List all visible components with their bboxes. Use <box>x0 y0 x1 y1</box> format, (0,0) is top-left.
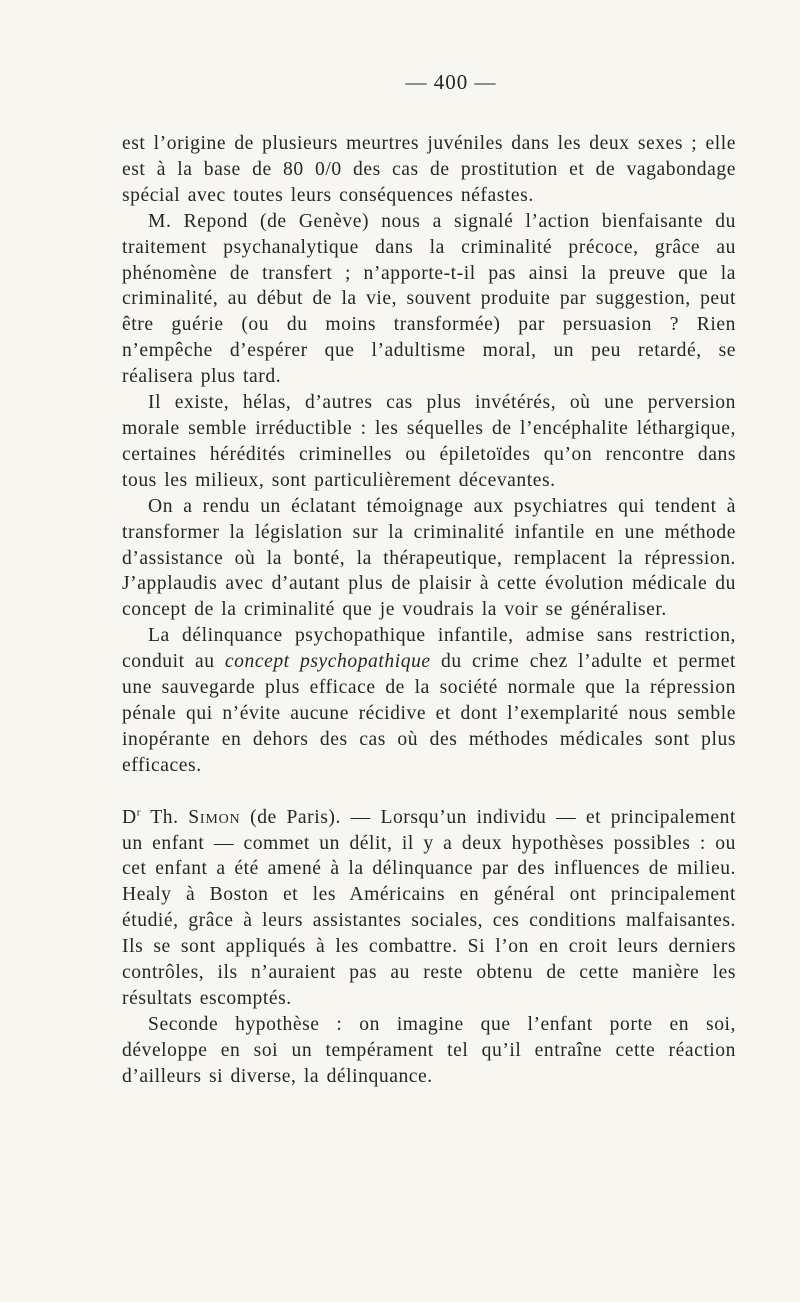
paragraph-second-hypothesis: Seconde hypothèse : on imagine que l’enfant porte en soi, développe en soi un tempérament tel qu’il entraîne cette réaction d’ailleurs si diverse, la délinquance. <box>122 1013 736 1087</box>
body-text <box>122 131 736 1090</box>
paragraph-delinquance-end: du crime chez l’adulte et permet une sauvegarde plus efficace de la société normale que la répression pénale qui n’évite aucune récidive et dont l’exemplarité nous semble inopérante en dehors des cas où des méthodes médicales sont plus efficaces. <box>122 651 736 776</box>
speaker-origin: (de Paris). — <box>240 806 381 828</box>
speaker-title: D <box>122 806 137 828</box>
page-number: — 400 — <box>405 70 497 94</box>
paragraph-continued: est l’origine de plusieurs meurtres juvéniles dans les deux sexes ; elle est à la base de 80 0/0 des cas de prostitution et de vagabondage spécial avec toutes leurs conséquences néfastes. <box>122 133 736 206</box>
paragraph-delinquance <box>122 623 736 778</box>
paragraph-simon <box>122 805 736 1012</box>
speaker-text: Lorsqu’un individu — et principalement un enfant — commet un délit, il y a deux hypothèses possibles : ou cet enfant a été amené à la délinquance par des influences de milieu. Healy à Boston et les Américains en général ont principalement étudié, grâce à leurs assistantes sociales, ces conditions malfaisantes. Ils se sont appliqués à les combattre. Si l’on en croit leurs derniers contrôles, ils n’auraient pas au reste obtenu de cette manière les résultats escomptés. <box>122 806 737 1009</box>
speaker-first-name: Th. <box>140 806 189 828</box>
emphasized-concept: concept psychopathique <box>224 651 431 673</box>
paragraph-delinquance-start: La délinquance psychopathique infantile, admise sans restriction, conduit au <box>122 625 736 673</box>
paragraph-psychiatrists: On a rendu un éclatant témoignage aux psychiatres qui tendent à transformer la législation sur la criminalité infantile en une méthode d’assistance où la bonté, la thérapeutique, remplacent la répression. J’applaudis avec d’autant plus de plaisir à cette évolution médicale du concept de la criminalité que je voudrais la voir se généraliser. <box>122 495 736 621</box>
paragraph-repond: M. Repond (de Genève) nous a signalé l’action bienfaisante du traitement psychanalytique dans la criminalité précoce, grâce au phénomène de transfert ; n’apporte-t-il pas ainsi la preuve que la criminalité, au début de la vie, souvent produite par suggestion, peut être guérie (ou du moins transformée) par persuasion ? Rien n’empêche d’espérer que l’adultisme moral, un peu retardé, se réalisera plus tard. <box>122 210 736 388</box>
speaker-surname: Simon <box>188 806 241 828</box>
paragraph-perversion: Il existe, hélas, d’autres cas plus invétérés, où une perversion morale semble irréductible : les séquelles de l’encéphalite léthargique, certaines hérédités criminelles ou épiletoïdes qu’on rencontre dans tous les milieux, sont particulièrement décevantes. <box>122 392 736 491</box>
speaker-title-superscript: r <box>136 806 141 819</box>
